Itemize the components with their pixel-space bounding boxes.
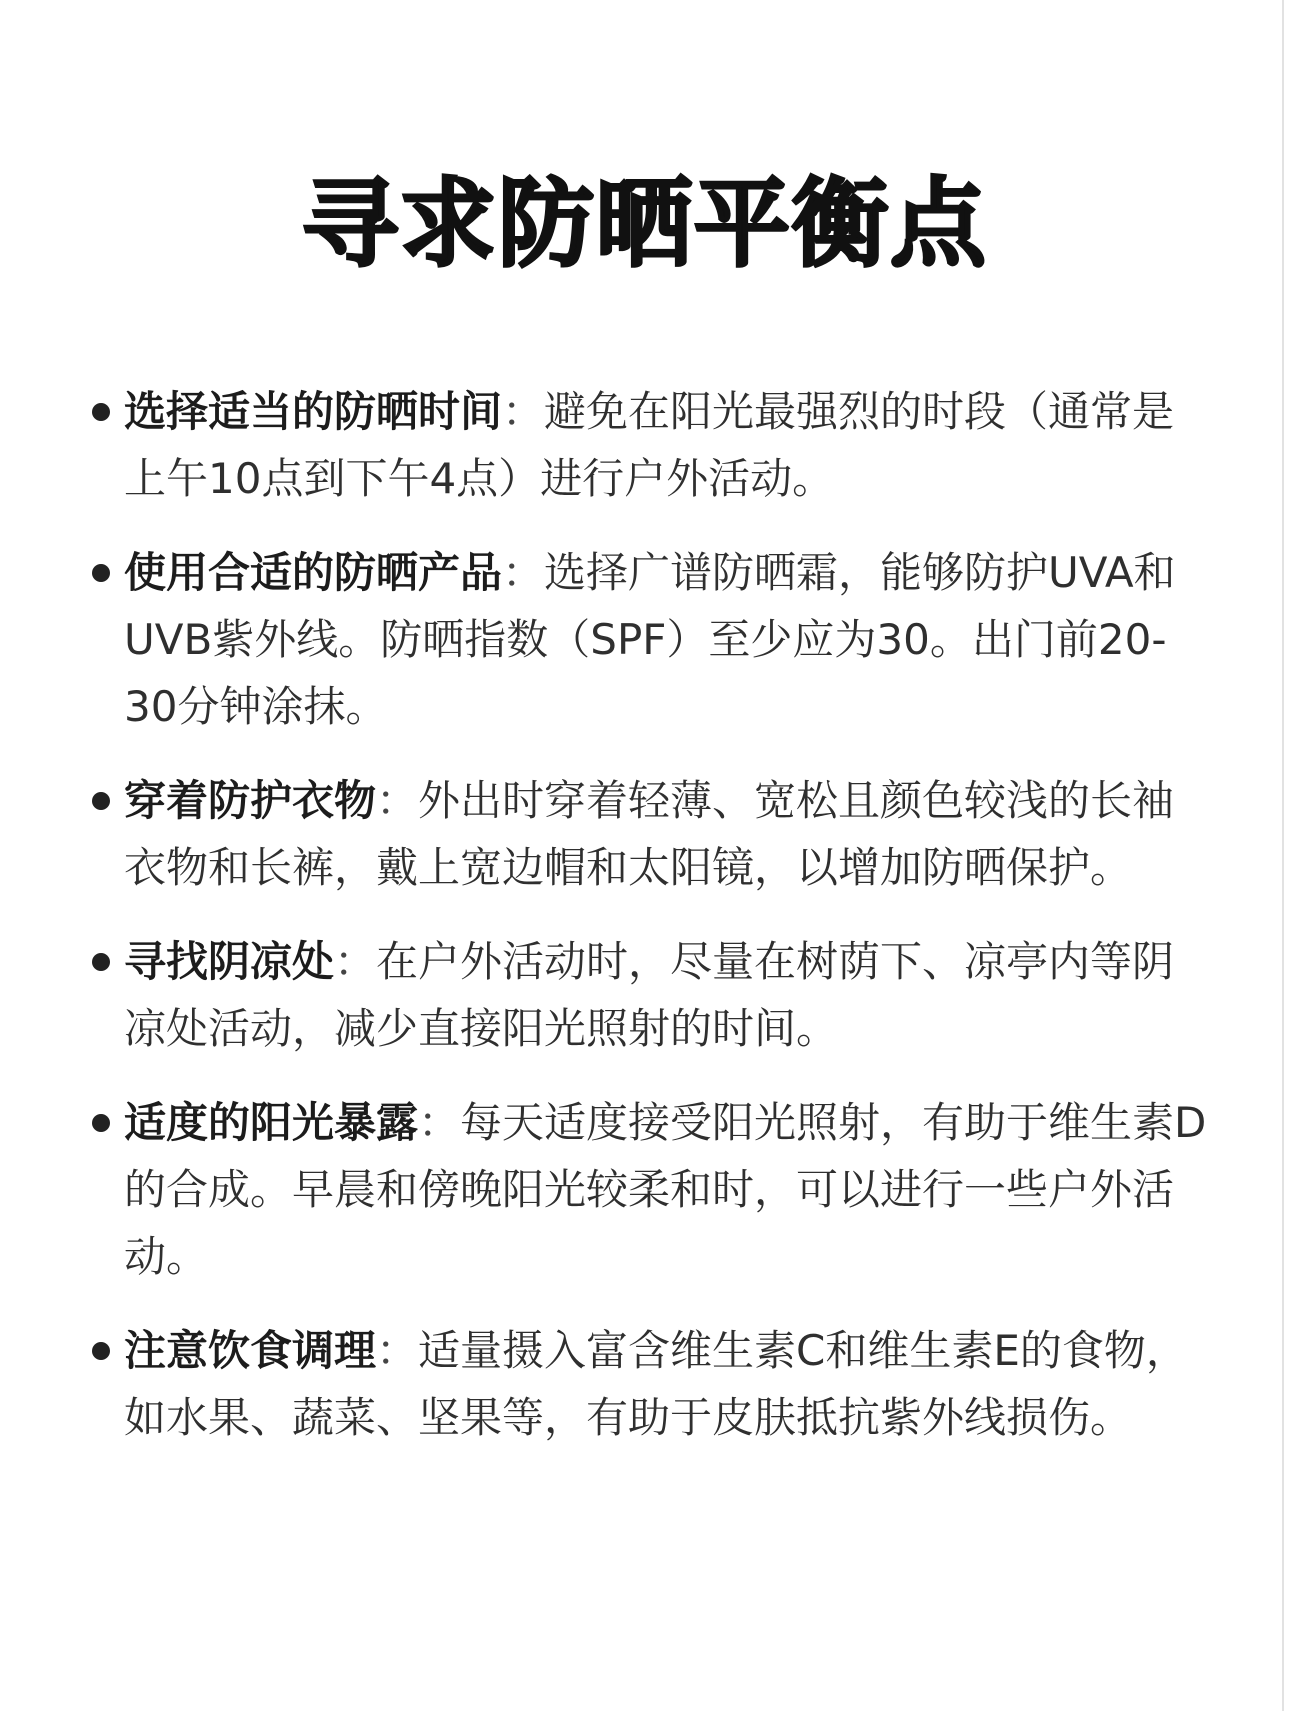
- tip-heading: 选择适当的防晒时间: [124, 387, 503, 436]
- tip-separator: ：: [418, 1098, 461, 1147]
- bullet-icon: [92, 1114, 110, 1132]
- tip-separator: ：: [502, 548, 545, 597]
- tip-item: [92, 767, 1212, 901]
- bullet-icon: [92, 564, 110, 582]
- bullet-icon: [92, 1342, 110, 1360]
- tip-item: [92, 1089, 1212, 1290]
- bullet-icon: [92, 403, 110, 421]
- tip-item: [92, 378, 1212, 512]
- tip-heading: 寻找阴凉处: [124, 937, 335, 986]
- tip-separator: ：: [376, 1326, 419, 1375]
- tip-body: 外出时穿着轻薄、宽松且颜色较浅的长袖衣物和长裤，戴上宽边帽和太阳镜，以增加防晒保护。: [124, 776, 1175, 892]
- tip-body: 选择广谱防晒霜，能够防护UVA和UVB紫外线。防晒指数（SPF）至少应为30。出门前20-30分钟涂抹。: [124, 548, 1176, 731]
- tips-list: [92, 378, 1212, 1478]
- tip-body: 避免在阳光最强烈的时段（通常是上午10点到下午4点）进行户外活动。: [124, 387, 1175, 503]
- tip-item: [92, 1317, 1212, 1451]
- bullet-icon: [92, 953, 110, 971]
- tip-heading: 使用合适的防晒产品: [124, 548, 503, 597]
- tip-item: [92, 539, 1212, 740]
- tip-separator: ：: [376, 776, 419, 825]
- tip-heading: 注意饮食调理: [124, 1326, 377, 1375]
- tip-separator: ：: [334, 937, 377, 986]
- tip-heading: 穿着防护衣物: [124, 776, 377, 825]
- tip-separator: ：: [502, 387, 545, 436]
- tip-heading: 适度的阳光暴露: [124, 1098, 419, 1147]
- tip-body: 在户外活动时，尽量在树荫下、凉亭内等阴凉处活动，减少直接阳光照射的时间。: [124, 937, 1175, 1053]
- tip-body: 每天适度接受阳光照射，有助于维生素D的合成。早晨和傍晚阳光较柔和时，可以进行一些户外活动。: [124, 1098, 1207, 1281]
- bullet-icon: [92, 792, 110, 810]
- page-title: 寻求防晒平衡点: [302, 168, 988, 281]
- tip-body: 适量摄入富含维生素C和维生素E的食物，如水果、蔬菜、坚果等，有助于皮肤抵抗紫外线损伤。: [124, 1326, 1188, 1442]
- tip-item: [92, 928, 1212, 1062]
